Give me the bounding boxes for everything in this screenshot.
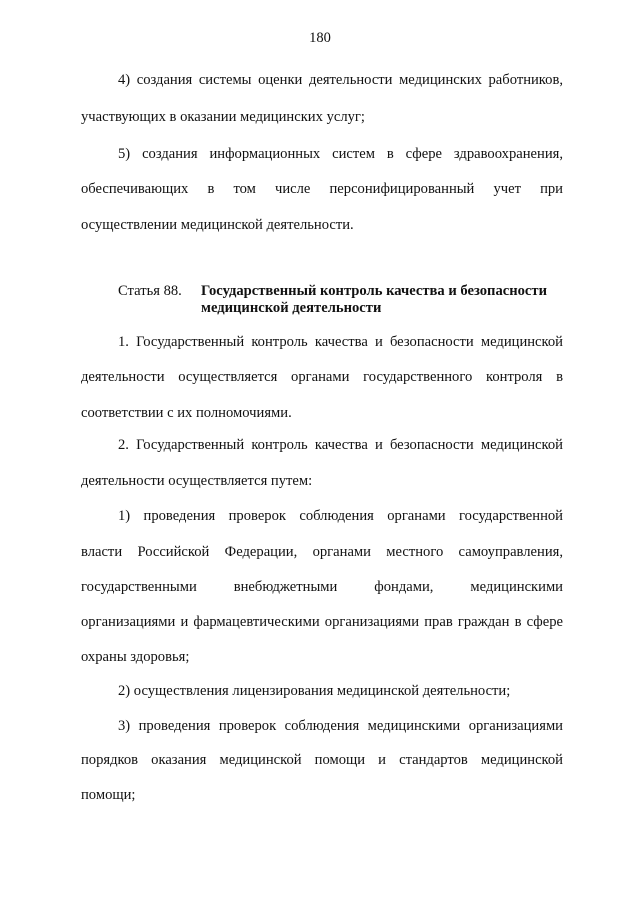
text-line: государственными внебюджетными фондами, медицинскими	[81, 579, 563, 595]
text-line: осуществлении медицинской деятельности.	[81, 217, 354, 233]
text-line: участвующих в оказании медицинских услуг;	[81, 109, 365, 125]
text-line: деятельности осуществляется органами государственного контроля в	[81, 369, 563, 385]
text-line: 1) проведения проверок соблюдения органами государственной	[118, 508, 563, 524]
text-line: деятельности осуществляется путем:	[81, 473, 313, 489]
text-line: порядков оказания медицинской помощи и стандартов медицинской	[81, 752, 563, 768]
text-line: 5) создания информационных систем в сфере здравоохранения,	[118, 146, 563, 162]
page-number: 180	[309, 30, 331, 46]
text-line: соответствии с их полномочиями.	[81, 405, 292, 421]
text-line: 2) осуществления лицензирования медицинской деятельности;	[118, 683, 511, 699]
text-line: власти Российской Федерации, органами местного самоуправления,	[81, 544, 563, 560]
article-title: Государственный контроль качества и безопасности медицинской деятельности	[201, 283, 547, 316]
article-label: Статья 88.	[118, 283, 182, 299]
text-line: организациями и фармацевтическими организациями прав граждан в сфере	[81, 614, 563, 630]
text-line: помощи;	[81, 787, 136, 803]
text-line: 4) создания системы оценки деятельности медицинских работников,	[118, 72, 563, 88]
text-line: 1. Государственный контроль качества и безопасности медицинской	[118, 334, 563, 350]
text-line: 2. Государственный контроль качества и безопасности медицинской	[118, 437, 563, 453]
text-line: обеспечивающих в том числе персонифицированный учет при	[81, 181, 563, 197]
text-line: охраны здоровья;	[81, 649, 190, 665]
text-line: 3) проведения проверок соблюдения медицинскими организациями	[118, 718, 563, 734]
